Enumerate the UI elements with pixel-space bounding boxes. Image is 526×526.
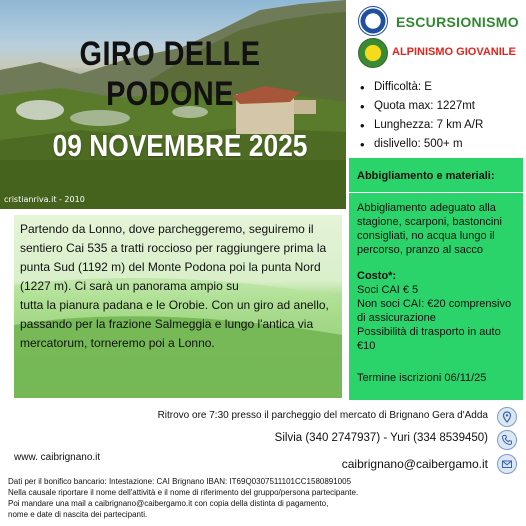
- cost-transport: Possibilità di trasporto in auto €10: [357, 326, 501, 352]
- description-box: [14, 215, 342, 398]
- spec-length: • Lunghezza: 7 km A/R: [358, 116, 483, 135]
- cost-title: Costo*:: [357, 270, 397, 282]
- description-text: [20, 220, 342, 353]
- cai-logo-icon: [358, 6, 388, 36]
- trip-specs-list: [358, 78, 483, 154]
- club-name-escursionismo: ESCURSIONISMO: [396, 14, 519, 30]
- registration-deadline: Termine iscrizioni 06/11/25: [357, 372, 487, 384]
- footer-line-bank: Dati per il bonifico bancario: Intestazione: CAI Brignano IBAN: IT69Q0307511101CC1580891005: [8, 477, 352, 486]
- phone-icon: [497, 430, 517, 450]
- description-part-2: tutta la pianura padana e le Orobie. Con un giro ad anello, passando per la frazione Salmeggia e lungo l'antica via mercatorum, torneremo poi a Lonno.: [20, 298, 329, 350]
- cost-non-members: Non soci CAI: €20 comprensivo di assicurazione: [357, 298, 512, 324]
- spec-elevation-gain: • dislivello: 500+ m: [358, 135, 483, 154]
- spec-difficulty: • Difficoltà: E: [358, 78, 483, 97]
- footer-line-names: nome e date di nascita dei partecipanti.: [8, 510, 148, 519]
- club-name-alpinismo: ALPINISMO GIOVANILE: [392, 46, 516, 58]
- photo-credit: cristianriva.it - 2010: [4, 195, 85, 204]
- meeting-point: Ritrovo ore 7:30 presso il parcheggio del mercato di Brignano Gera d'Adda: [157, 410, 488, 421]
- alpinismo-giovanile-logo-icon: [358, 38, 388, 68]
- spec-max-altitude: • Quota max: 1227mt: [358, 97, 483, 116]
- footer-line-mail: Poi mandare una mail a caibrignano@caibergamo.it con copia della distinta di pagamento,: [8, 499, 329, 508]
- event-date: 09 NOVEMBRE 2025: [52, 128, 308, 163]
- contact-phones: Silvia (340 2747937) - Yuri (334 8539450): [274, 432, 488, 444]
- panel-divider: [349, 192, 523, 193]
- event-title: GIRO DELLE PODONE: [79, 35, 261, 113]
- cost-members: Soci CAI € 5: [357, 284, 419, 296]
- website-link[interactable]: www. caibrignano.it: [14, 452, 101, 463]
- footer-line-causale: Nella causale riportare il nome dell'attività e il nome di riferimento del gruppo/persona partecipante.: [8, 488, 359, 497]
- email-link[interactable]: caibrignano@caibergamo.it: [341, 457, 488, 471]
- location-pin-icon: [497, 407, 517, 427]
- equipment-title: Abbigliamento e materiali:: [357, 170, 495, 182]
- description-part-1: Partendo da Lonno, dove parcheggeremo, seguiremo il sentiero Cai 535 a tratti roccioso per raggiungere prima la punta Sud (1192 m) del Monte Podona poi la punta Nord (1227 m). Ci sarà un panorama ampio su: [20, 222, 327, 293]
- mail-icon: [497, 454, 517, 474]
- equipment-panel: [349, 158, 523, 400]
- equipment-text: Abbigliamento adeguato alla stagione, scarponi, bastoncini consigliati, no acqua lungo il percorso, pranzo al sacco: [357, 202, 502, 256]
- payment-info: [8, 476, 518, 520]
